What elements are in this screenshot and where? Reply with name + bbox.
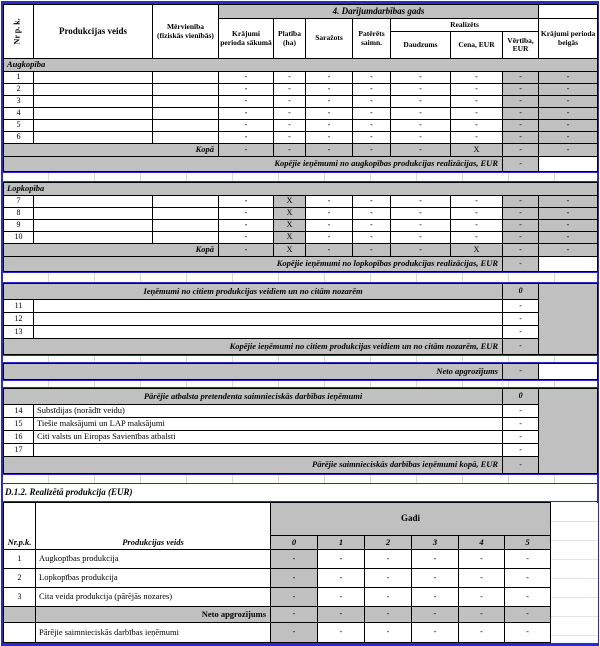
- value-cell: -: [503, 244, 539, 257]
- total-label-kopa-augkopiba: Kopā: [4, 144, 219, 157]
- value-cell: -: [503, 120, 539, 132]
- value-cell: -: [306, 144, 353, 157]
- value-cell: -: [503, 220, 539, 232]
- table-citi-ienemumi: [3, 282, 597, 356]
- value-cell[interactable]: -: [219, 232, 274, 244]
- section-value-parejie-atbalsta: 0: [503, 389, 539, 405]
- value-cell[interactable]: -: [353, 84, 391, 96]
- input-cell[interactable]: [153, 108, 219, 120]
- value-cell[interactable]: -: [503, 326, 539, 339]
- total-value-lopkopibas-ienemumi: -: [503, 257, 539, 272]
- value-cell[interactable]: -: [451, 72, 503, 84]
- col-header-nr-pk: [4, 5, 34, 59]
- value-cell[interactable]: -: [391, 108, 451, 120]
- input-cell: [4, 623, 36, 643]
- input-cell[interactable]: [34, 326, 503, 339]
- value-cell[interactable]: -: [459, 569, 505, 588]
- value-cell[interactable]: -: [391, 196, 451, 208]
- na-cell: X: [451, 244, 503, 257]
- value-cell: -: [539, 120, 598, 132]
- input-cell: [539, 257, 598, 272]
- value-cell: -: [306, 244, 353, 257]
- value-cell: -: [271, 607, 318, 623]
- value-cell: -: [503, 232, 539, 244]
- value-cell[interactable]: -: [391, 232, 451, 244]
- col-header-vertiba-eur: Vērtība, EUR: [503, 32, 539, 59]
- row-gap: [3, 173, 597, 181]
- value-cell: -: [219, 144, 274, 157]
- na-cell: X: [274, 220, 306, 232]
- total-value-citi-ienemumi: -: [503, 339, 539, 355]
- value-cell: -: [539, 144, 598, 157]
- row-number: 17: [4, 444, 34, 457]
- value-cell: -: [539, 220, 598, 232]
- col-header-sarazots: Saražots: [306, 19, 353, 59]
- row-number: 1: [4, 550, 36, 569]
- value-cell[interactable]: -: [274, 108, 306, 120]
- table-lopkopiba: [3, 181, 597, 273]
- row-label-cita-veida-produkcija: Cita veida produkcija (pārējās nozares): [36, 588, 271, 607]
- total-label-lopkopibas-ienemumi: Kopējie ieņēmumi no lopkopības produkcijas realizācijas, EUR: [4, 257, 503, 272]
- input-cell[interactable]: [34, 96, 153, 108]
- value-cell: -: [539, 108, 598, 120]
- gridline-strip: [551, 503, 598, 643]
- value-cell: -: [391, 244, 451, 257]
- value-cell[interactable]: -: [505, 588, 551, 607]
- input-cell[interactable]: [34, 220, 153, 232]
- main-production-table: [3, 4, 598, 172]
- col-header-krajumi-beigas: Krājumi perioda beigās: [539, 19, 598, 59]
- value-cell[interactable]: -: [451, 108, 503, 120]
- section-title-citi-ienemumi: Ieņēmumi no citiem produkcijas veidiem un no citām nozarēm: [4, 284, 503, 300]
- year-col-0: 0: [271, 536, 318, 550]
- value-cell[interactable]: -: [451, 208, 503, 220]
- col-header-krajumi-sakuma: Krājumi perioda sākumā: [219, 19, 274, 59]
- input-cell[interactable]: [34, 108, 153, 120]
- year-col-4: 4: [459, 536, 505, 550]
- value-cell[interactable]: -: [503, 405, 539, 418]
- row-number: 10: [4, 232, 34, 244]
- value-cell: -: [503, 72, 539, 84]
- year-col-2: 2: [365, 536, 412, 550]
- value-cell[interactable]: -: [274, 132, 306, 144]
- col-header-nrpk: Nr.p.k.: [4, 503, 36, 550]
- input-cell[interactable]: [153, 84, 219, 96]
- value-cell[interactable]: -: [219, 196, 274, 208]
- year-col-3: 3: [412, 536, 459, 550]
- input-cell[interactable]: [153, 132, 219, 144]
- value-cell[interactable]: -: [219, 208, 274, 220]
- value-cell[interactable]: -: [505, 550, 551, 569]
- value-cell[interactable]: -: [219, 84, 274, 96]
- table-parejie-ienemumi: [3, 387, 597, 475]
- value-cell[interactable]: -: [274, 72, 306, 84]
- col-header-cena-eur: Cena, EUR: [451, 32, 503, 59]
- total-value-augkopibas-ienemumi: -: [503, 157, 539, 172]
- value-cell: -: [391, 144, 451, 157]
- value-cell: -: [503, 208, 539, 220]
- value-cell[interactable]: -: [353, 96, 391, 108]
- value-cell[interactable]: -: [306, 132, 353, 144]
- value-cell[interactable]: -: [503, 444, 539, 457]
- value-cell: -: [271, 623, 318, 643]
- value-cell: -: [539, 244, 598, 257]
- row-number: 9: [4, 220, 34, 232]
- row-number: 13: [4, 326, 34, 339]
- value-cell[interactable]: -: [219, 132, 274, 144]
- value-cell[interactable]: -: [503, 300, 539, 313]
- value-cell: -: [539, 232, 598, 244]
- value-cell[interactable]: -: [451, 96, 503, 108]
- row-number: 16: [4, 431, 34, 444]
- value-cell: -: [539, 196, 598, 208]
- table-realizeta-produkcija: [3, 501, 597, 644]
- input-cell[interactable]: [34, 313, 503, 326]
- value-cell: -: [271, 588, 318, 607]
- value-cell[interactable]: -: [219, 96, 274, 108]
- row-number: 1: [4, 72, 34, 84]
- row-number: 7: [4, 196, 34, 208]
- row-number: 2: [4, 84, 34, 96]
- input-cell[interactable]: [153, 208, 219, 220]
- value-cell[interactable]: -: [391, 132, 451, 144]
- value-cell: -: [412, 607, 459, 623]
- value-cell: -: [353, 244, 391, 257]
- value-cell[interactable]: -: [306, 96, 353, 108]
- label-neto-apgrozijums-bottom: Neto apgrozījums: [36, 607, 271, 623]
- value-cell: -: [365, 607, 412, 623]
- input-cell[interactable]: [34, 232, 153, 244]
- row-number: 5: [4, 120, 34, 132]
- value-cell: -: [353, 144, 391, 157]
- value-cell[interactable]: -: [365, 623, 412, 643]
- value-cell[interactable]: -: [412, 588, 459, 607]
- row-number: 3: [4, 96, 34, 108]
- value-cell[interactable]: -: [391, 72, 451, 84]
- input-cell[interactable]: [34, 132, 153, 144]
- row-number: 6: [4, 132, 34, 144]
- value-cell[interactable]: -: [318, 588, 365, 607]
- value-cell[interactable]: -: [353, 72, 391, 84]
- value-cell[interactable]: -: [306, 120, 353, 132]
- input-cell[interactable]: [34, 208, 153, 220]
- group-header-gadi: Gadi: [271, 503, 551, 536]
- input-cell[interactable]: [153, 232, 219, 244]
- value-cell[interactable]: -: [505, 569, 551, 588]
- row-number: 2: [4, 569, 36, 588]
- value-cell[interactable]: -: [219, 220, 274, 232]
- value-cell[interactable]: -: [365, 569, 412, 588]
- value-cell: -: [503, 108, 539, 120]
- value-cell[interactable]: -: [503, 418, 539, 431]
- input-cell[interactable]: [34, 72, 153, 84]
- value-cell[interactable]: -: [459, 623, 505, 643]
- value-cell[interactable]: -: [306, 84, 353, 96]
- na-cell: X: [274, 232, 306, 244]
- row-number: 15: [4, 418, 34, 431]
- vertical-label: Nr p. k.: [13, 18, 23, 45]
- sheet-frame: [1, 1, 599, 646]
- input-cell[interactable]: [153, 196, 219, 208]
- section-title-parejie-atbalsta: Pārējie atbalsta pretendenta saimnieciskās darbības ieņēmumi: [4, 389, 503, 405]
- value-cell[interactable]: -: [391, 96, 451, 108]
- input-cell[interactable]: [153, 120, 219, 132]
- value-cell[interactable]: -: [219, 108, 274, 120]
- col-header-mervieniba: Mērvienība (fiziskās vienībās): [153, 5, 219, 59]
- section-value-citi-ienemumi: 0: [503, 284, 539, 300]
- value-cell: -: [459, 607, 505, 623]
- input-cell[interactable]: [34, 120, 153, 132]
- value-cell[interactable]: -: [353, 132, 391, 144]
- value-cell[interactable]: -: [451, 220, 503, 232]
- value-cell[interactable]: -: [274, 84, 306, 96]
- value-cell[interactable]: -: [412, 550, 459, 569]
- value-cell[interactable]: -: [353, 220, 391, 232]
- input-cell[interactable]: [153, 220, 219, 232]
- value-cell[interactable]: -: [451, 232, 503, 244]
- value-cell[interactable]: -: [306, 220, 353, 232]
- row-label-tiesie-maksajumi[interactable]: Tiešie maksājumi un LAP maksājumi: [34, 418, 503, 431]
- section-title-augkopiba: Augkopība: [4, 59, 598, 72]
- value-cell[interactable]: -: [391, 208, 451, 220]
- row-number: 12: [4, 313, 34, 326]
- row-label-subsidijas[interactable]: Subsīdijas (norādīt veidu): [34, 405, 503, 418]
- row-number: 8: [4, 208, 34, 220]
- year-col-1: 1: [318, 536, 365, 550]
- value-cell[interactable]: -: [353, 208, 391, 220]
- input-cell[interactable]: [34, 196, 153, 208]
- value-cell[interactable]: -: [353, 196, 391, 208]
- table-darijumdarbibas-gads: [3, 3, 597, 173]
- lopkopiba-table: [3, 182, 598, 272]
- value-cell: -: [503, 132, 539, 144]
- neto-apgrozijums-table: [3, 363, 598, 380]
- value-cell[interactable]: -: [353, 108, 391, 120]
- value-cell[interactable]: -: [306, 72, 353, 84]
- total-value-parejie-kopa: -: [503, 457, 539, 474]
- value-cell: -: [503, 144, 539, 157]
- input-cell[interactable]: [153, 72, 219, 84]
- value-cell[interactable]: -: [451, 84, 503, 96]
- value-cell[interactable]: -: [451, 196, 503, 208]
- row-gap: [3, 273, 597, 282]
- na-cell: X: [274, 196, 306, 208]
- value-cell[interactable]: -: [503, 431, 539, 444]
- value-cell[interactable]: -: [274, 120, 306, 132]
- col-header-pateretes-saimn: Patērēts saimn.: [353, 19, 391, 59]
- row-number: 3: [4, 588, 36, 607]
- input-cell[interactable]: [34, 300, 503, 313]
- value-cell[interactable]: -: [412, 623, 459, 643]
- value-cell[interactable]: -: [318, 623, 365, 643]
- value-neto-apgrozijums: -: [503, 364, 539, 380]
- row-number: 11: [4, 300, 34, 313]
- row-label-citi-atbalsti[interactable]: Citi valsts un Eiropas Savienības atbalsti: [34, 431, 503, 444]
- value-cell[interactable]: -: [306, 208, 353, 220]
- row-label-lopkopibas-produkcija: Lopkopības produkcija: [36, 569, 271, 588]
- value-cell: -: [271, 550, 318, 569]
- value-cell[interactable]: -: [391, 220, 451, 232]
- value-cell: -: [539, 96, 598, 108]
- value-cell[interactable]: -: [306, 108, 353, 120]
- col-header-produkcijas-veids-bottom: Produkcijas veids: [36, 503, 271, 550]
- section-title-lopkopiba: Lopkopība: [4, 183, 598, 196]
- value-cell[interactable]: -: [318, 569, 365, 588]
- group-header-darijumdarbibas-gads: 4. Darījumdarbības gads: [219, 5, 539, 19]
- row-gap: [3, 475, 597, 483]
- value-cell[interactable]: -: [219, 72, 274, 84]
- row-label-parejie-ienemumi-bottom: Pārējie saimnieciskās darbības ieņēmumi: [36, 623, 271, 643]
- table-neto-apgrozijums: [3, 362, 597, 381]
- value-cell: -: [539, 72, 598, 84]
- value-cell[interactable]: -: [451, 120, 503, 132]
- value-cell: -: [539, 208, 598, 220]
- row-number: 4: [4, 108, 34, 120]
- col-header-platiba: Platība (ha): [274, 19, 306, 59]
- total-label-kopa-lopkopiba: Kopā: [4, 244, 219, 257]
- total-label-augkopibas-ienemumi: Kopējie ieņēmumi no augkopības produkcijas realizācijas, EUR: [4, 157, 503, 172]
- empty-cell: [4, 607, 36, 623]
- value-cell: -: [503, 196, 539, 208]
- value-cell[interactable]: -: [274, 96, 306, 108]
- value-cell: -: [503, 84, 539, 96]
- input-cell[interactable]: [34, 444, 503, 457]
- grey-block: [539, 284, 598, 355]
- value-cell[interactable]: -: [503, 313, 539, 326]
- value-cell[interactable]: -: [459, 588, 505, 607]
- total-label-parejie-kopa: Pārējie saimnieciskās darbības ieņēmumi kopā, EUR: [4, 457, 503, 474]
- value-cell: -: [271, 569, 318, 588]
- col-header-daudzums: Daudzums: [391, 32, 451, 59]
- na-cell: X: [274, 208, 306, 220]
- value-cell: -: [503, 96, 539, 108]
- empty-header-cell: [539, 5, 598, 19]
- total-label-citi-ienemumi: Kopējie ieņēmumi no citiem produkcijas veidiem un no citām nozarēm, EUR: [4, 339, 503, 355]
- input-cell: [539, 364, 598, 380]
- value-cell[interactable]: -: [459, 550, 505, 569]
- value-cell: -: [539, 84, 598, 96]
- input-cell: [539, 157, 598, 172]
- na-cell: X: [451, 144, 503, 157]
- year-col-5: 5: [505, 536, 551, 550]
- col-header-produkcijas-veids: Produkcijas veids: [34, 5, 153, 59]
- value-cell[interactable]: -: [391, 120, 451, 132]
- value-cell: -: [318, 607, 365, 623]
- value-cell: -: [505, 607, 551, 623]
- na-cell: X: [274, 244, 306, 257]
- row-label-augkopibas-produkcija: Augkopības produkcija: [36, 550, 271, 569]
- value-cell: -: [539, 132, 598, 144]
- value-cell[interactable]: -: [219, 120, 274, 132]
- value-cell[interactable]: -: [412, 569, 459, 588]
- parejie-ienemumi-table: [3, 388, 598, 474]
- group-header-realizets: Realizēts: [391, 19, 539, 32]
- input-cell[interactable]: [34, 84, 153, 96]
- value-cell[interactable]: -: [353, 120, 391, 132]
- value-cell[interactable]: -: [505, 623, 551, 643]
- value-cell[interactable]: -: [365, 588, 412, 607]
- value-cell: -: [219, 244, 274, 257]
- value-cell[interactable]: -: [391, 84, 451, 96]
- grey-block: [539, 389, 598, 474]
- value-cell[interactable]: -: [306, 232, 353, 244]
- label-neto-apgrozijums: Neto apgrozījums: [4, 364, 503, 380]
- value-cell: -: [274, 144, 306, 157]
- input-cell[interactable]: [153, 96, 219, 108]
- section-title-d12: D.1.2. Realizētā produkcija (EUR): [3, 483, 597, 501]
- realizeta-produkcija-table: [3, 502, 598, 643]
- value-cell[interactable]: -: [353, 232, 391, 244]
- value-cell[interactable]: -: [365, 550, 412, 569]
- citi-ienemumi-table: [3, 283, 598, 355]
- value-cell[interactable]: -: [306, 196, 353, 208]
- row-number: 14: [4, 405, 34, 418]
- value-cell[interactable]: -: [451, 132, 503, 144]
- value-cell[interactable]: -: [318, 550, 365, 569]
